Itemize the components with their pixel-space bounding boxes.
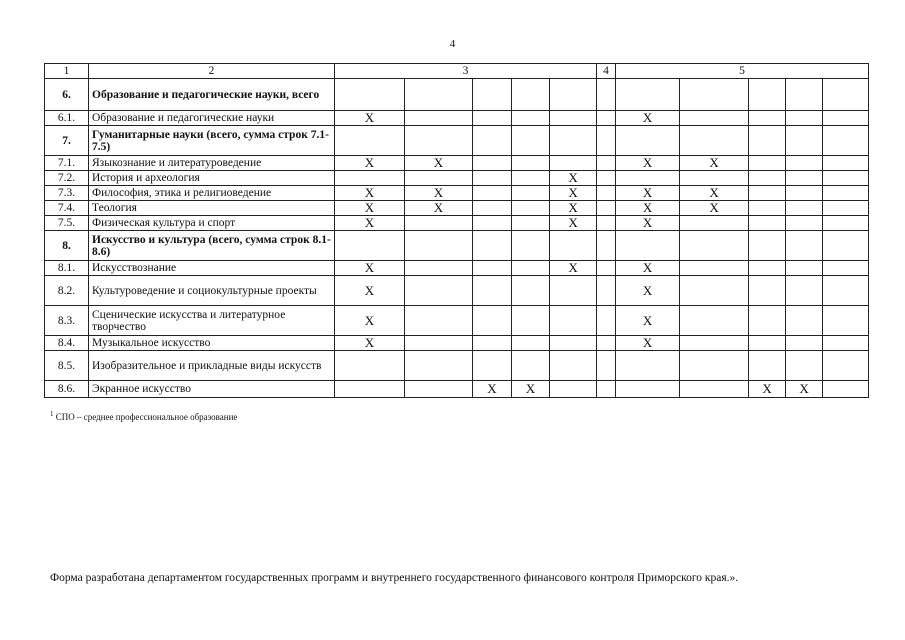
data-table (44, 63, 869, 398)
mark-cell (512, 126, 550, 156)
mark-cell (597, 79, 616, 111)
mark-cell (680, 231, 749, 261)
mark-cell (512, 231, 550, 261)
mark-cell (786, 261, 823, 276)
mark-cell (405, 261, 473, 276)
table-row (45, 201, 869, 216)
mark-cell (512, 306, 550, 336)
mark-cell (473, 261, 512, 276)
row-number: 7. (45, 126, 89, 156)
table-row (45, 79, 869, 111)
mark-cell (823, 351, 869, 381)
mark-cell (680, 216, 749, 231)
mark-cell (749, 111, 786, 126)
mark-cell (512, 336, 550, 351)
mark-cell (749, 351, 786, 381)
table-row (45, 156, 869, 171)
mark-cell (823, 231, 869, 261)
col-header-3: 3 (335, 64, 597, 79)
row-name: Сценические искусства и литературное творчество (89, 306, 335, 336)
table-row (45, 231, 869, 261)
col-header-4: 4 (597, 64, 616, 79)
mark-cell (823, 79, 869, 111)
mark-cell (680, 351, 749, 381)
row-number: 6. (45, 79, 89, 111)
row-name: Философия, этика и религиоведение (89, 186, 335, 201)
mark-cell (550, 79, 597, 111)
mark-cell (405, 111, 473, 126)
mark-cell (335, 231, 405, 261)
row-name: Образование и педагогические науки (89, 111, 335, 126)
row-name: Гуманитарные науки (всего, сумма строк 7.1-7.5) (89, 126, 335, 156)
mark-cell: X (335, 216, 405, 231)
table-row (45, 111, 869, 126)
row-number: 7.3. (45, 186, 89, 201)
row-name: Физическая культура и спорт (89, 216, 335, 231)
mark-cell (597, 336, 616, 351)
mark-cell: X (473, 381, 512, 398)
col-header-2: 2 (89, 64, 335, 79)
mark-cell (335, 171, 405, 186)
mark-cell: X (405, 156, 473, 171)
row-number: 8.3. (45, 306, 89, 336)
row-number: 8.6. (45, 381, 89, 398)
mark-cell (597, 201, 616, 216)
mark-cell (335, 79, 405, 111)
mark-cell (473, 231, 512, 261)
mark-cell (597, 171, 616, 186)
mark-cell (680, 171, 749, 186)
mark-cell: X (550, 261, 597, 276)
mark-cell (616, 381, 680, 398)
mark-cell (405, 336, 473, 351)
mark-cell (473, 171, 512, 186)
mark-cell (823, 276, 869, 306)
mark-cell (616, 79, 680, 111)
mark-cell (473, 276, 512, 306)
closing-text: Форма разработана департаментом государственных программ и внутреннего государственного финансового контроля Приморского края.». (50, 572, 739, 584)
mark-cell (405, 126, 473, 156)
table-row (45, 276, 869, 306)
mark-cell: X (335, 156, 405, 171)
mark-cell (680, 261, 749, 276)
mark-cell (512, 111, 550, 126)
mark-cell: X (616, 186, 680, 201)
mark-cell (823, 261, 869, 276)
table-row (45, 351, 869, 381)
mark-cell (786, 156, 823, 171)
mark-cell (550, 231, 597, 261)
row-name: Языкознание и литературоведение (89, 156, 335, 171)
mark-cell (405, 231, 473, 261)
row-number: 6.1. (45, 111, 89, 126)
table-row (45, 186, 869, 201)
row-number: 8.5. (45, 351, 89, 381)
mark-cell (597, 216, 616, 231)
row-number: 8.4. (45, 336, 89, 351)
mark-cell (823, 156, 869, 171)
mark-cell (597, 156, 616, 171)
row-number: 7.1. (45, 156, 89, 171)
mark-cell (597, 126, 616, 156)
table-row (45, 171, 869, 186)
mark-cell (786, 79, 823, 111)
mark-cell (512, 171, 550, 186)
page-number: 4 (449, 38, 456, 50)
mark-cell: X (405, 201, 473, 216)
mark-cell (597, 276, 616, 306)
row-name: Искусствознание (89, 261, 335, 276)
mark-cell (597, 351, 616, 381)
mark-cell (512, 261, 550, 276)
mark-cell (823, 336, 869, 351)
mark-cell (597, 111, 616, 126)
row-number: 8. (45, 231, 89, 261)
mark-cell: X (335, 111, 405, 126)
mark-cell (749, 306, 786, 336)
mark-cell: X (616, 111, 680, 126)
row-name: История и археология (89, 171, 335, 186)
mark-cell (405, 79, 473, 111)
table-row (45, 216, 869, 231)
mark-cell (823, 126, 869, 156)
mark-cell (749, 201, 786, 216)
row-number: 7.5. (45, 216, 89, 231)
mark-cell (512, 201, 550, 216)
mark-cell (550, 156, 597, 171)
mark-cell: X (550, 186, 597, 201)
mark-cell: X (680, 201, 749, 216)
mark-cell (749, 276, 786, 306)
mark-cell (823, 306, 869, 336)
mark-cell (550, 336, 597, 351)
mark-cell: X (550, 171, 597, 186)
mark-cell (473, 216, 512, 231)
mark-cell (512, 156, 550, 171)
mark-cell (405, 351, 473, 381)
mark-cell (550, 306, 597, 336)
mark-cell: X (749, 381, 786, 398)
mark-cell (616, 171, 680, 186)
mark-cell (597, 231, 616, 261)
mark-cell: X (616, 156, 680, 171)
mark-cell (512, 276, 550, 306)
row-name: Искусство и культура (всего, сумма строк 8.1-8.6) (89, 231, 335, 261)
mark-cell: X (616, 306, 680, 336)
mark-cell (550, 126, 597, 156)
mark-cell (680, 306, 749, 336)
mark-cell (680, 381, 749, 398)
mark-cell: X (616, 261, 680, 276)
row-name: Музыкальное искусство (89, 336, 335, 351)
mark-cell (550, 381, 597, 398)
mark-cell (786, 306, 823, 336)
mark-cell (823, 201, 869, 216)
mark-cell (786, 351, 823, 381)
mark-cell (786, 126, 823, 156)
mark-cell (680, 79, 749, 111)
row-name: Теология (89, 201, 335, 216)
mark-cell (823, 381, 869, 398)
mark-cell (473, 336, 512, 351)
mark-cell (512, 186, 550, 201)
mark-cell: X (680, 186, 749, 201)
col-header-5: 5 (616, 64, 869, 79)
mark-cell (473, 306, 512, 336)
mark-cell: X (550, 201, 597, 216)
mark-cell: X (405, 186, 473, 201)
mark-cell (473, 351, 512, 381)
mark-cell (616, 126, 680, 156)
mark-cell (680, 336, 749, 351)
table-row (45, 381, 869, 398)
mark-cell (616, 351, 680, 381)
mark-cell (512, 79, 550, 111)
mark-cell (680, 126, 749, 156)
mark-cell (680, 276, 749, 306)
mark-cell: X (616, 336, 680, 351)
footnote-text: СПО – среднее профессиональное образование (55, 412, 238, 422)
mark-cell (473, 111, 512, 126)
row-name: Культуроведение и социокультурные проекты (89, 276, 335, 306)
mark-cell (597, 186, 616, 201)
mark-cell (823, 186, 869, 201)
footnote-marker: 1 (50, 410, 54, 418)
mark-cell: X (335, 306, 405, 336)
mark-cell: X (616, 216, 680, 231)
mark-cell: X (616, 201, 680, 216)
mark-cell (749, 216, 786, 231)
mark-cell: X (335, 276, 405, 306)
mark-cell (786, 201, 823, 216)
mark-cell (749, 126, 786, 156)
mark-cell (749, 171, 786, 186)
mark-cell (749, 156, 786, 171)
mark-cell: X (335, 186, 405, 201)
mark-cell (473, 201, 512, 216)
header-row (45, 64, 869, 79)
mark-cell: X (550, 216, 597, 231)
row-name: Образование и педагогические науки, всего (89, 79, 335, 111)
mark-cell (749, 261, 786, 276)
mark-cell (550, 111, 597, 126)
mark-cell (597, 381, 616, 398)
mark-cell: X (786, 381, 823, 398)
row-number: 7.4. (45, 201, 89, 216)
mark-cell (786, 171, 823, 186)
mark-cell (616, 231, 680, 261)
mark-cell (680, 111, 749, 126)
row-number: 7.2. (45, 171, 89, 186)
mark-cell (335, 351, 405, 381)
mark-cell (512, 351, 550, 381)
footnote (50, 410, 237, 422)
table-row (45, 126, 869, 156)
mark-cell (786, 276, 823, 306)
mark-cell (405, 381, 473, 398)
mark-cell: X (616, 276, 680, 306)
mark-cell (823, 171, 869, 186)
mark-cell (597, 261, 616, 276)
mark-cell: X (335, 261, 405, 276)
mark-cell (405, 216, 473, 231)
mark-cell (550, 351, 597, 381)
mark-cell: X (335, 201, 405, 216)
mark-cell: X (680, 156, 749, 171)
row-name: Изобразительное и прикладные виды искусств (89, 351, 335, 381)
mark-cell (405, 276, 473, 306)
mark-cell: X (335, 336, 405, 351)
mark-cell (473, 126, 512, 156)
mark-cell (405, 306, 473, 336)
row-number: 8.1. (45, 261, 89, 276)
table-row (45, 306, 869, 336)
mark-cell (749, 336, 786, 351)
mark-cell (335, 381, 405, 398)
mark-cell: X (512, 381, 550, 398)
mark-cell (786, 336, 823, 351)
mark-cell (597, 306, 616, 336)
mark-cell (749, 231, 786, 261)
row-name: Экранное искусство (89, 381, 335, 398)
table-row (45, 261, 869, 276)
mark-cell (749, 79, 786, 111)
col-header-1: 1 (45, 64, 89, 79)
mark-cell (786, 231, 823, 261)
mark-cell (335, 126, 405, 156)
mark-cell (473, 186, 512, 201)
mark-cell (823, 111, 869, 126)
mark-cell (512, 216, 550, 231)
mark-cell (786, 186, 823, 201)
mark-cell (749, 186, 786, 201)
mark-cell (473, 79, 512, 111)
row-number: 8.2. (45, 276, 89, 306)
mark-cell (786, 111, 823, 126)
mark-cell (786, 216, 823, 231)
mark-cell (473, 156, 512, 171)
mark-cell (550, 276, 597, 306)
mark-cell (823, 216, 869, 231)
mark-cell (405, 171, 473, 186)
table-row (45, 336, 869, 351)
